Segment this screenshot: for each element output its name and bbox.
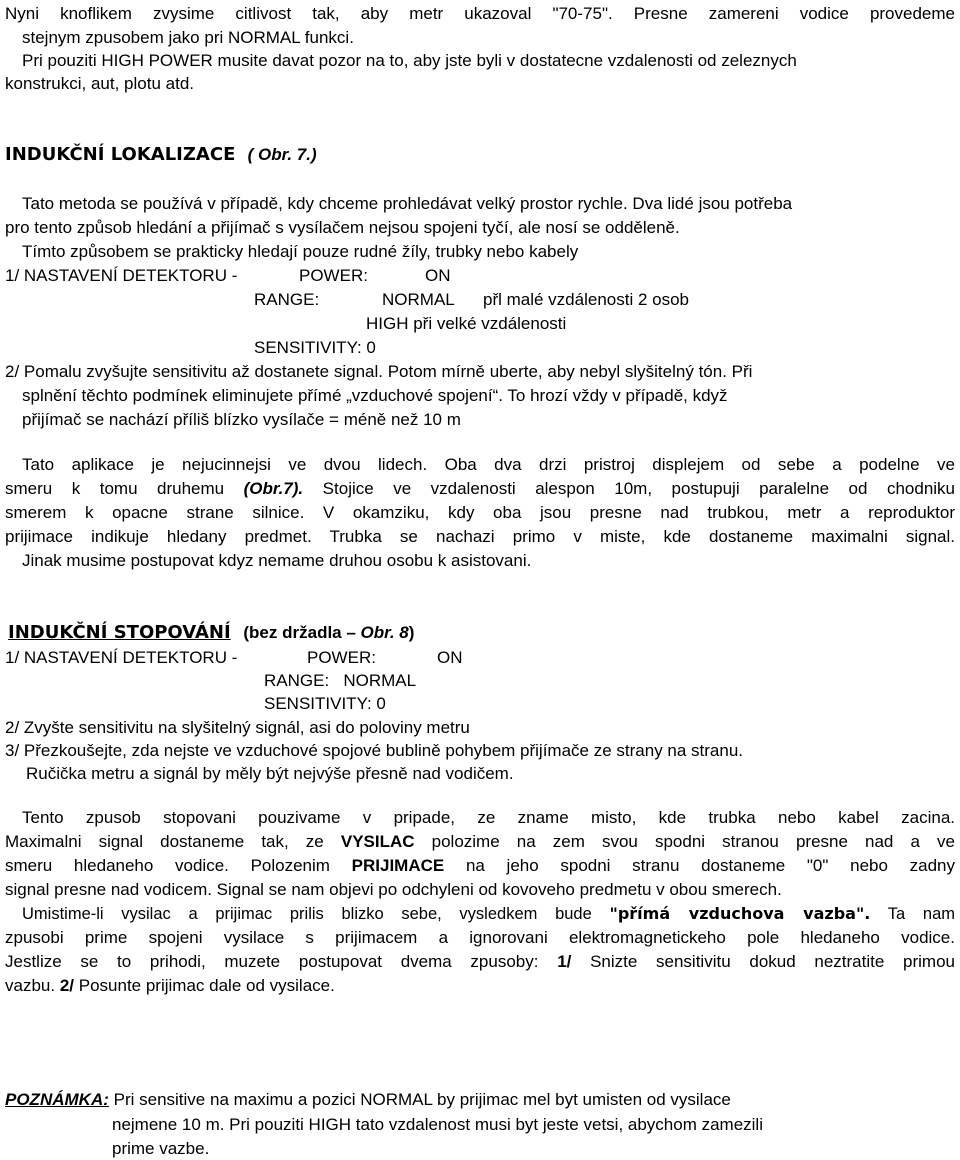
intro-line: konstrukci, aut, plotu atd.: [5, 74, 194, 93]
text-run: Pri sensitive na maximu a pozici NORMAL by prijimac mel byt umisten od vysilace: [113, 1090, 731, 1109]
text-run: Snizte sensitivitu dokud neztratite primou: [590, 952, 955, 971]
text-run: smeru k tomu druhemu: [5, 479, 225, 498]
paragraph-line: Tato aplikace je nejucinnejsi ve dvou lidech. Oba dva drzi pristroj displejem od sebe a podelne ve: [22, 455, 955, 474]
text-run: Umistime-li vysilac a prijimac prilis blizko sebe, vysledkem bude: [22, 905, 592, 923]
note-line: [5, 1090, 731, 1110]
step-line: přijímač se nachází příliš blízko vysílače = méně než 10 m: [22, 410, 461, 429]
paragraph-line: prijimace indikuje hledany predmet. Trubka se nachazi primo v miste, kde dostaneme maximalni signal.: [5, 527, 955, 546]
heading-figure-ref: Obr. 8: [360, 623, 409, 642]
paragraph-line: Jinak musime postupovat kdyz nemame druhou osobu k asistovani.: [22, 551, 532, 570]
range-high-note: HIGH při velké vzdálenosti: [366, 314, 567, 333]
step-line: 2/ Pomalu zvyšujte sensitivitu až dostanete signal. Potom mírně uberte, aby nebyl slyšitelný tón. Při: [5, 362, 753, 381]
figure-ref: (Obr.7).: [243, 479, 304, 498]
paragraph-line: pro tento způsob hledání a přijímač s vysílačem nejsou spojeni tyčí, ale nosí se odděleně.: [5, 218, 680, 237]
section-heading: [8, 623, 414, 643]
text-run: na jeho spodni stranu dostaneme "0" nebo zadny: [465, 856, 955, 875]
note-line: nejmene 10 m. Pri pouziti HIGH tato vzdalenost musi byt jeste vetsi, abychom zamezili: [112, 1115, 763, 1134]
step-line: 3/ Přezkoušejte, zda nejste ve vzduchové spojové bublině pohybem přijímače ze strany na stranu.: [5, 741, 744, 760]
paragraph-line: [5, 976, 335, 996]
text-run: Posunte prijimac dale od vysilace.: [78, 976, 335, 995]
range-note: přl malé vzdálenosti 2 osob: [483, 290, 690, 309]
emphasis: VYSILAC: [340, 832, 415, 851]
paragraph-line: Tento zpusob stopovani pouzivame v pripade, ze zname misto, kde trubka nebo kabel zacina.: [22, 808, 955, 827]
paragraph-line: smerem k opacne strane silnice. V okamziku, kdy oba jsou presne nad trubkou, metr a reproduktor: [5, 503, 955, 522]
note-line: prime vazbe.: [112, 1139, 210, 1158]
paragraph-line: signal presne nad vodicem. Signal se nam objevi po odchyleni od kovoveho predmetu v obou smerech.: [5, 880, 782, 899]
emphasis: 2/: [59, 976, 75, 995]
paragraph-line: [5, 856, 955, 876]
text-run: polozime na zem svou spodni stranou presne nad a ve: [431, 832, 955, 851]
power-label: POWER:: [307, 648, 376, 667]
power-value: ON: [437, 648, 463, 667]
power-label: POWER:: [299, 266, 368, 285]
text-run: Ta nam: [887, 905, 956, 923]
intro-line: Pri pouziti HIGH POWER musite davat pozor na to, aby jste byli v dostatecne vzdalenosti od zeleznych: [22, 51, 797, 70]
text-run: vazbu.: [5, 976, 56, 995]
step-line: Ručička metru a signál by měly být nejvýše přesně nad vodičem.: [26, 764, 514, 783]
heading-sub: ): [408, 623, 415, 642]
sensitivity-setting: SENSITIVITY: 0: [254, 338, 376, 357]
text-run: Jestlize se to prihodi, muzete postupovat dvema zpusoby:: [5, 952, 539, 971]
emphasis: PRIJIMACE: [351, 856, 445, 875]
heading-sub: (bez držadla –: [243, 623, 356, 642]
paragraph-line: [5, 952, 955, 972]
heading-figure-ref: ( Obr. 7.): [247, 145, 317, 164]
text-run: Stojice ve vzdalenosti alespon 10m, postupuji paralelne od chodniku: [322, 479, 956, 498]
paragraph-line: zpusobi prime spojeni vysilace s prijimacem a ignorovani elektromagnetickeho pole hledaneho vodice.: [5, 928, 955, 947]
heading-text: INDUKČNÍ LOKALIZACE: [5, 144, 236, 165]
setup-label: 1/ NASTAVENÍ DETEKTORU -: [5, 266, 238, 285]
text-run: Maximalni signal dostaneme tak, ze: [5, 832, 324, 851]
note-label: POZNÁMKA:: [5, 1090, 109, 1109]
range-value: NORMAL: [382, 290, 455, 309]
heading-text: INDUKČNÍ STOPOVÁNÍ: [8, 622, 231, 643]
intro-line: Nyni knoflikem zvysime citlivost tak, aby metr ukazoval "70-75". Presne zamereni vodice provedeme: [5, 4, 955, 23]
setup-label: 1/ NASTAVENÍ DETEKTORU -: [5, 648, 238, 667]
emphasis: 1/: [557, 952, 572, 971]
range-setting: RANGE: NORMAL: [264, 671, 417, 690]
sensitivity-setting: SENSITIVITY: 0: [264, 694, 386, 713]
range-label: RANGE:: [254, 290, 320, 309]
step-line: 2/ Zvyšte sensitivitu na slyšitelný signál, asi do poloviny metru: [5, 718, 470, 737]
paragraph-line: Tímto způsobem se prakticky hledají pouze rudné žíly, trubky nebo kabely: [22, 242, 579, 261]
text-run: smeru hledaneho vodice. Polozenim: [5, 856, 330, 875]
paragraph-line: Tato metoda se používá v případě, kdy chceme prohledávat velký prostor rychle. Dva lidé jsou potřeba: [22, 194, 793, 213]
paragraph-line: [5, 832, 955, 852]
section-heading: [5, 145, 317, 165]
paragraph-line: [5, 479, 955, 499]
step-line: splnění těchto podmínek eliminujete přímé „vzduchové spojení“. To hrozí vždy v případě, když: [22, 386, 728, 405]
emphasis: "přímá vzduchova vazba".: [609, 904, 871, 923]
power-value: ON: [425, 266, 451, 285]
intro-line: stejnym zpusobem jako pri NORMAL funkci.: [22, 28, 354, 47]
paragraph-line: [22, 904, 955, 924]
